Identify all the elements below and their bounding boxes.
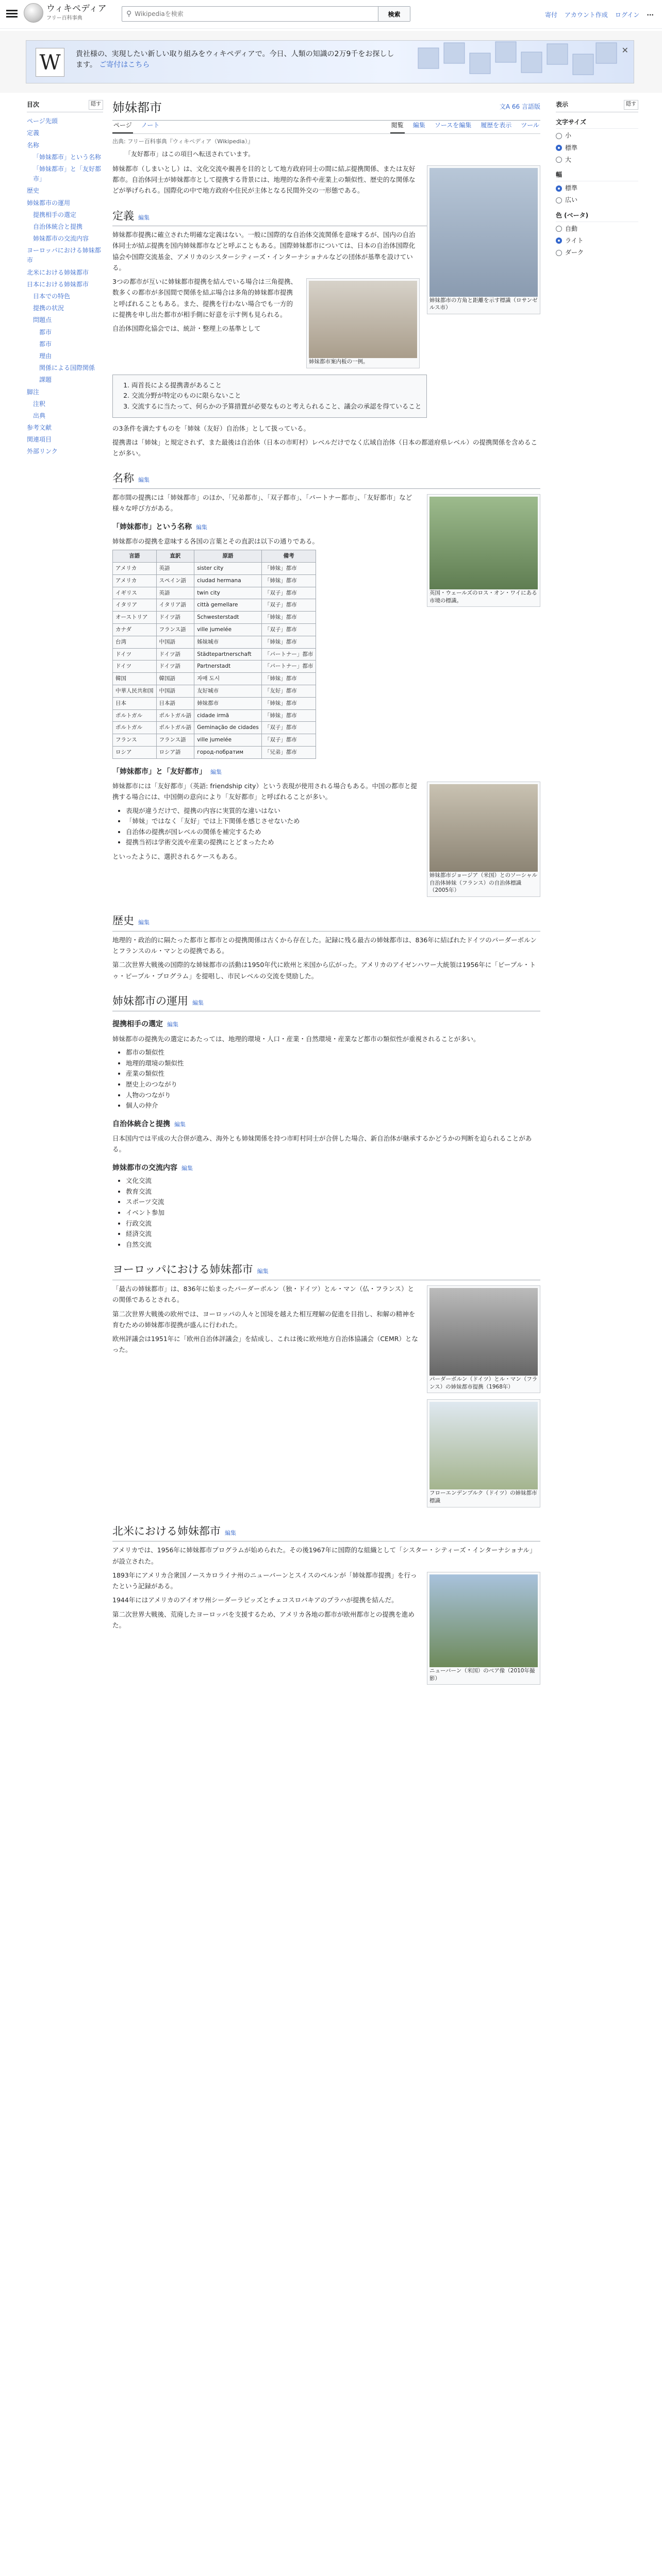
banner-text: 貴社様の、実現したい新しい取り組みをウィキペディアで。今日、人類の知識の2万9千をお探しします。 ご寄付はこちら — [76, 50, 394, 69]
list-item: • 都市の類似性 — [126, 1047, 540, 1058]
puzzle-globe-icon — [408, 38, 624, 85]
table-cell: イタリア — [113, 599, 157, 612]
tab-edit-source[interactable]: ソースを編集 — [434, 121, 472, 129]
figure-1 — [427, 165, 540, 314]
width-standard[interactable]: 標準 — [556, 183, 638, 193]
donation-banner — [0, 31, 662, 93]
table-cell: 姊妹城市 — [194, 636, 262, 648]
edit-link[interactable]: 編集 — [225, 1529, 236, 1536]
radio-icon — [556, 238, 562, 244]
table-cell: オーストリア — [113, 612, 157, 624]
table-cell: ドイツ語 — [156, 648, 194, 660]
subsection-heading: 姉妹都市の交流内容 編集 — [112, 1163, 193, 1172]
toc-item[interactable]: 注釈 — [33, 400, 46, 408]
toc-item[interactable]: 関係による国際関係 — [39, 364, 95, 372]
toc-item[interactable]: 「姉妹都市」という名称 — [33, 153, 102, 161]
tab-tools[interactable]: ツール — [521, 121, 539, 129]
table-header: 言語 — [113, 550, 157, 563]
table-cell: 「姉妹」都市 — [261, 562, 316, 574]
list-item: • イベント参加 — [126, 1208, 540, 1218]
table-cell: 자매 도시 — [194, 673, 262, 685]
table-cell: イギリス — [113, 587, 157, 599]
table-cell: アメリカ — [113, 562, 157, 574]
table-header: 原語 — [194, 550, 262, 563]
figure-6 — [427, 1399, 540, 1507]
table-cell: 「姉妹」都市 — [261, 697, 316, 709]
table-cell: 日本語 — [156, 697, 194, 709]
paragraph: 3つの都市が互いに姉妹都市提携を結んでいる場合は三角提携、数多くの都市が多国間で関係を結ぶ場合は多角的姉妹都市提携と呼ばれることもある。また、提携を行わない場合でも一方的に提携を申し出た都市が相手側に好意を示す例も見られる。 — [112, 278, 297, 318]
edit-link[interactable]: 編集 — [181, 1164, 193, 1172]
paragraph: 自治体国際化協会では、統計・整理上の基準として — [112, 325, 261, 333]
section-heading-operations: 姉妹都市の運用 編集 — [112, 993, 540, 1012]
figure-caption: 姉妹都市ジョージア（米国）とのソーシャル自治体姉妹（フランス）の自治体標識（2005年） — [429, 872, 537, 894]
table-cell: 中国語 — [156, 685, 194, 697]
banner-close-icon[interactable]: ✕ — [621, 45, 628, 55]
login-link[interactable]: ログイン — [615, 11, 640, 19]
edit-link[interactable]: 編集 — [196, 523, 207, 531]
subsection-heading: 「姉妹都市」という名称 編集 — [112, 522, 207, 531]
section-heading-definition: 定義 編集 — [112, 208, 540, 227]
toc-item[interactable]: ヨーロッパにおける姉妹都市 — [27, 247, 101, 264]
paragraph: といったように、選択されるケースもある。 — [112, 853, 241, 861]
table-cell: カナダ — [113, 623, 157, 636]
toc-hide-button[interactable]: 隠す — [89, 100, 103, 110]
table-row — [113, 709, 316, 722]
list-item: 2. 交流分野が特定のものに限らないこと — [131, 391, 421, 401]
subsection-heading: 「姉妹都市」と「友好都市」 編集 — [112, 767, 222, 776]
paragraph: アメリカでは、1956年に姉妹都市プログラムが始められた。その後1967年に国際的な組織として「シスター・シティーズ・インターナショナル」が設立された。 — [112, 1546, 536, 1565]
more-options-icon[interactable]: ··· — [647, 11, 654, 19]
site-header — [0, 0, 662, 29]
toc-item[interactable]: 理由 — [39, 352, 52, 360]
list-item: • 歴史上のつながり — [126, 1079, 540, 1090]
table-cell: 英語 — [156, 562, 194, 574]
table-row — [113, 599, 316, 612]
table-cell: ロシア語 — [156, 746, 194, 758]
page-title: 姉妹都市 文A 66 言語版 — [112, 98, 540, 121]
hatnote: 「友好都市」はこの項目へ転送されています。 — [125, 150, 255, 158]
toc-item[interactable]: 関連項目 — [27, 436, 52, 444]
width-heading: 幅 — [556, 170, 638, 181]
list-item: • 自然交流 — [126, 1240, 540, 1250]
tab-history[interactable]: 履歴を表示 — [481, 121, 512, 129]
text-size-heading: 文字サイズ — [556, 117, 638, 129]
table-cell: Partnerstadt — [194, 660, 262, 673]
paragraph: 第二次世界大戦後の欧州では、ヨーロッパの人々と国境を越えた相互理解の促進を目指し、和解の精神を育むための姉妹都市提携が盛んに行われた。 — [112, 1310, 416, 1329]
table-cell: 「双子」都市 — [261, 599, 316, 612]
edit-link[interactable]: 編集 — [138, 919, 150, 926]
paragraph: 第二次世界大戦後、荒廃したヨーロッパを支援するため、アメリカ各地の都市が欧州都市との提携を進めた。 — [112, 1610, 415, 1629]
color-heading: 色 (ベータ) — [556, 211, 638, 222]
logo-title: ウィキペディア — [46, 4, 107, 14]
figure-caption: フローエンデンブルク（ドイツ）の姉妹都市標識 — [429, 1490, 537, 1504]
table-cell: 韓国 — [113, 673, 157, 685]
toc-item[interactable]: 姉妹都市の運用 — [27, 199, 71, 207]
table-row — [113, 574, 316, 587]
table-cell: ドイツ — [113, 660, 157, 673]
paragraph: 姉妹都市の提携を意味する各国の言葉とその直訳は以下の通りである。 — [112, 537, 319, 545]
table-cell: città gemellare — [194, 599, 262, 612]
list-item: • 人物のつながり — [126, 1090, 540, 1101]
table-row — [113, 623, 316, 636]
list-item: • 提携当初は学術交流や産業の提携にとどまったため — [126, 837, 540, 848]
toc-item[interactable]: ページ先頭 — [27, 117, 58, 125]
radio-icon — [556, 185, 562, 192]
table-cell: 「姉妹」都市 — [261, 673, 316, 685]
table-cell: 友好城市 — [194, 685, 262, 697]
figure-7 — [427, 1572, 540, 1685]
list-item: • 文化交流 — [126, 1176, 540, 1187]
edit-link[interactable]: 編集 — [138, 477, 150, 484]
appearance-heading: 表示 — [556, 101, 569, 108]
color-auto[interactable]: 自動 — [556, 224, 638, 234]
language-selector[interactable]: 文A 66 言語版 — [499, 103, 540, 110]
toc-item[interactable]: 定義 — [27, 129, 40, 137]
search-box — [122, 6, 410, 22]
list-item: • 行政交流 — [126, 1218, 540, 1229]
appearance-panel — [556, 100, 638, 260]
appearance-hide-button[interactable]: 隠す — [624, 100, 638, 110]
table-cell: 「双子」都市 — [261, 587, 316, 599]
figure-image[interactable] — [429, 1288, 538, 1376]
search-icon: ⚲ — [126, 9, 132, 18]
radio-icon — [556, 226, 562, 232]
paragraph: の3条件を満たすものを「姉妹（友好）自治体」として扱っている。 — [112, 424, 310, 432]
table-cell: イタリア語 — [156, 599, 194, 612]
search-input[interactable] — [135, 10, 378, 18]
article-source: 出典: フリー百科事典『ウィキペディア（Wikipedia）』 — [112, 138, 254, 145]
table-row — [113, 722, 316, 734]
table-row — [113, 648, 316, 660]
intro-paragraph: 姉妹都市（しまいとし）は、文化交流や親善を目的として地方政府同士の間に結ぶ提携関係、または友好都市。自治体同士が姉妹都市として提携する背景には、地理的な条件や産業上の類似性、歴史的な関係などが挙げられる。国際化の中で地方政府や住民が主体となる民間外交の一形態である。 — [112, 164, 416, 195]
table-cell: 「パートナー」都市 — [261, 660, 316, 673]
section-heading-europe: ヨーロッパにおける姉妹都市 編集 — [112, 1261, 540, 1280]
table-cell: 「双子」都市 — [261, 734, 316, 747]
figure-image[interactable] — [429, 1574, 538, 1667]
table-of-contents — [27, 100, 103, 458]
table-row — [113, 685, 316, 697]
article — [112, 98, 540, 1689]
list-item: • スポーツ交流 — [126, 1197, 540, 1208]
figure-image[interactable] — [429, 1402, 538, 1489]
figure-4 — [427, 782, 540, 897]
table-cell: 英語 — [156, 587, 194, 599]
logo-subtitle: フリー百科事典 — [46, 15, 82, 22]
table-row — [113, 746, 316, 758]
paragraph: 1944年にはアメリカのアイオワ州シーダーラピッズとチェコスロバキアのプラハが提携を結んだ。 — [112, 1596, 398, 1604]
table-cell: 中国語 — [156, 636, 194, 648]
table-cell: ville jumelée — [194, 623, 262, 636]
table-row — [113, 562, 316, 574]
table-cell: cidade irmã — [194, 709, 262, 722]
table-row — [113, 697, 316, 709]
table-cell: ポルトガル — [113, 722, 157, 734]
paragraph: 姉妹都市提携に確立された明確な定義はない。一般に国際的な自治体交流関係を意味するが、国内の自治体同士が結ぶ提携を国内姉妹都市などと呼ぶこともある。国際姉妹都市については、日本の自治体国際化協会や国際交流基金、アメリカのシスターシティーズ・インターナショナルなどの団体が基準を設けている。 — [112, 231, 416, 272]
figure-image[interactable] — [429, 784, 538, 872]
tab-read[interactable]: 閲覧 — [390, 121, 405, 133]
color-light[interactable]: ライト — [556, 236, 638, 246]
table-header: 備考 — [261, 550, 316, 563]
edit-link[interactable]: 編集 — [192, 999, 204, 1006]
figure-image[interactable] — [429, 168, 538, 297]
toc-item[interactable]: 「姉妹都市」と「友好都市」 — [33, 165, 102, 183]
radio-icon — [556, 133, 562, 139]
list-item: 3. 交流するに当たって、何らかの予算措置が必要なものと考えられること、議会の承認を得ていること — [131, 401, 421, 412]
create-account-link[interactable]: アカウント作成 — [565, 11, 608, 19]
table-cell: Städtepartnerschaft — [194, 648, 262, 660]
table-cell: フランス — [113, 734, 157, 747]
paragraph: 1893年にアメリカ合衆国ノースカロライナ州のニューバーンとスイスのベルンが「姉妹都市提携」を行ったという記録がある。 — [112, 1571, 417, 1590]
user-tools — [545, 10, 654, 20]
table-row — [113, 673, 316, 685]
table-cell: город-побратим — [194, 746, 262, 758]
paragraph: 姉妹都市には「友好都市」（英語: friendship city）という表現が使用される場合もある。中国の都市と提携する場合には、中国側の意向により「友好都市」と呼ばれることが多い。 — [112, 782, 417, 801]
toc-item[interactable]: 都市 — [39, 340, 52, 348]
tab-page[interactable]: ページ — [112, 121, 133, 133]
subsection-heading: 自治体統合と提携 編集 — [112, 1120, 186, 1128]
table-header: 直訳 — [156, 550, 194, 563]
edit-link[interactable]: 編集 — [167, 1021, 178, 1028]
list-item: • 表現が違うだけで、提携の内容に実質的な違いはない — [126, 806, 540, 817]
table-cell: 「双子」都市 — [261, 722, 316, 734]
text-size-large[interactable]: 大 — [556, 155, 638, 165]
section-heading-north-america: 北米における姉妹都市 編集 — [112, 1523, 540, 1542]
text-size-small[interactable]: 小 — [556, 131, 638, 141]
paragraph: 「最古の姉妹都市」は、836年に始まったパーダーボルン（独・ドイツ）とル・マン（仏・フランス）との関係であるとされる。 — [112, 1285, 415, 1304]
table-cell: ville jumelée — [194, 734, 262, 747]
list-item: • 個人の仲介 — [126, 1100, 540, 1111]
wikipedia-globe-icon — [24, 3, 43, 23]
toc-item[interactable]: 参考文献 — [27, 424, 52, 432]
paragraph: 姉妹都市の提携先の選定にあたっては、地理的環境・人口・産業・自然環境・産業など都市の類似性が重視されることが多い。 — [112, 1035, 480, 1043]
table-cell: 「友好」都市 — [261, 685, 316, 697]
table-cell: 「姉妹」都市 — [261, 636, 316, 648]
radio-icon — [556, 197, 562, 204]
table-cell: sister city — [194, 562, 262, 574]
table-cell: ポルトガル — [113, 709, 157, 722]
color-dark[interactable]: ダーク — [556, 248, 638, 258]
table-cell: 「双子」都市 — [261, 623, 316, 636]
figure-caption: パーダーボルン（ドイツ）とル・マン（フランス）の姉妹都市提携（1968年） — [429, 1376, 538, 1390]
list-item: • 自治体の提携が国レベルの関係を補完するため — [126, 827, 540, 838]
toc-heading: 目次 — [27, 101, 40, 108]
table-cell: スペイン語 — [156, 574, 194, 587]
toc-item[interactable]: 都市 — [39, 328, 52, 336]
toc-item[interactable]: 日本における姉妹都市 — [27, 280, 89, 288]
table-row — [113, 734, 316, 747]
width-wide[interactable]: 広い — [556, 195, 638, 205]
toc-item[interactable]: 脚注 — [27, 388, 40, 396]
paragraph: 日本国内では平成の大合併が進み、海外とも姉妹関係を持つ市町村同士が合併した場合、新自治体が継承するかどうかの判断を迫られることがある。 — [112, 1134, 532, 1154]
figure-caption: 姉妹都市案内板の一例。 — [309, 359, 369, 365]
radio-icon — [556, 250, 562, 256]
table-row — [113, 660, 316, 673]
table-cell: ポルトガル語 — [156, 709, 194, 722]
paragraph: 第二次世界大戦後の国際的な姉妹都市の活動は1950年代に欧州と米国から広がった。アメリカのアイゼンハワー大統領は1956年に「ピープル・トゥ・ピープル・プログラム」を提唱し、市民レベルの交流を奨励した。 — [112, 961, 536, 980]
toc-item[interactable]: 自治体統合と提携 — [33, 223, 83, 230]
figure-caption: 姉妹都市の方角と距離を示す標識（ロサンゼルス市） — [429, 297, 538, 311]
toc-item[interactable]: 日本での特色 — [33, 293, 71, 300]
table-cell: 「兄弟」都市 — [261, 746, 316, 758]
banner-wikipedia-icon: W — [36, 48, 64, 77]
toc-item[interactable]: 北米における姉妹都市 — [27, 268, 89, 276]
list-item: • 教育交流 — [126, 1187, 540, 1197]
radio-icon — [556, 145, 562, 151]
radio-icon — [556, 157, 562, 163]
table-cell: Geminação de cidades — [194, 722, 262, 734]
table-cell: ポルトガル語 — [156, 722, 194, 734]
paragraph: 都市間の提携には「姉妹都市」のほか、「兄弟都市」、「双子都市」、「パートナー都市」、「友好都市」など様々な呼び方がある。 — [112, 494, 412, 513]
figure-3 — [427, 494, 540, 607]
toc-item[interactable]: 提携の状況 — [33, 304, 64, 312]
table-cell: 中華人民共和国 — [113, 685, 157, 697]
section-heading-history: 歴史 編集 — [112, 912, 540, 931]
toc-item[interactable]: 出典 — [33, 412, 46, 419]
edit-link[interactable]: 編集 — [138, 214, 150, 221]
text-size-standard[interactable]: 標準 — [556, 143, 638, 153]
list-item: • 産業の類似性 — [126, 1069, 540, 1079]
toc-item[interactable]: 外部リンク — [27, 448, 58, 455]
table-cell: twin city — [194, 587, 262, 599]
toc-item[interactable]: 問題点 — [33, 316, 52, 324]
table-cell: ドイツ語 — [156, 660, 194, 673]
list-item: • 経済交流 — [126, 1229, 540, 1240]
list-item: • 地理的環境の類似性 — [126, 1058, 540, 1069]
banner-donate-link[interactable]: ご寄付はこちら — [99, 61, 150, 69]
tab-talk[interactable]: ノート — [141, 121, 160, 129]
edit-link[interactable]: 編集 — [210, 768, 222, 775]
site-logo[interactable] — [24, 3, 107, 23]
table-cell: 台湾 — [113, 636, 157, 648]
table-cell: 日本 — [113, 697, 157, 709]
paragraph: 地理的・政治的に隔たった都市と都市との提携関係は古くから存在した。記録に残る最古の姉妹都市は、836年に結ばれたドイツのパーダーボルンとフランスのル・マンとの提携である。 — [112, 936, 537, 955]
table-cell: アメリカ — [113, 574, 157, 587]
page-tabs — [112, 121, 540, 134]
figure-image[interactable] — [309, 281, 417, 358]
section-heading-name: 名称 編集 — [112, 470, 540, 489]
table-cell: ドイツ — [113, 648, 157, 660]
name-table — [112, 550, 316, 759]
toc-item[interactable]: 課題 — [39, 376, 52, 384]
table-cell: ドイツ語 — [156, 612, 194, 624]
paragraph: 欧州評議会は1951年に「欧州自治体評議会」を結成し、これは後に欧州地方自治体協議会（CEMR）となった。 — [112, 1335, 418, 1354]
subsection-heading: 提携相手の選定 編集 — [112, 1020, 178, 1029]
table-cell: フランス語 — [156, 623, 194, 636]
figure-image[interactable] — [429, 497, 538, 589]
list-item: 1. 両首長による提携書があること — [131, 380, 421, 391]
table-cell: 韓国語 — [156, 673, 194, 685]
table-cell: ロシア — [113, 746, 157, 758]
table-cell: 「姉妹」都市 — [261, 574, 316, 587]
figure-caption: ニューバーン（米国）のベア像（2010年撮影） — [429, 1667, 535, 1682]
figure-2 — [306, 278, 420, 368]
toc-item[interactable]: 歴史 — [27, 187, 40, 195]
table-row — [113, 612, 316, 624]
figure-caption: 英国・ウェールズのロス・オン・ワイにある市境の標識。 — [429, 590, 537, 604]
paragraph: 提携書は「姉妹」と規定されず、また最後は自治体（日本の市町村）レベルだけでなく広域自治体（日本の都道府県レベル）の提携関係を含めることが多い。 — [112, 438, 538, 457]
table-cell: ciudad hermana — [194, 574, 262, 587]
main-menu-icon[interactable] — [6, 8, 18, 18]
search-button[interactable]: 検索 — [378, 7, 410, 21]
criteria-box — [112, 375, 427, 418]
table-row — [113, 587, 316, 599]
table-cell: フランス語 — [156, 734, 194, 747]
table-cell: 「姉妹」都市 — [261, 612, 316, 624]
toc-item[interactable]: 姉妹都市の交流内容 — [33, 235, 89, 243]
toc-item[interactable]: 提携相手の選定 — [33, 211, 77, 218]
edit-link[interactable]: 編集 — [257, 1268, 269, 1275]
table-cell: 「姉妹」都市 — [261, 709, 316, 722]
table-cell: 姉妹都市 — [194, 697, 262, 709]
table-cell: 「パートナー」都市 — [261, 648, 316, 660]
toc-item[interactable]: 名称 — [27, 141, 40, 149]
figure-5 — [427, 1285, 540, 1393]
table-row — [113, 636, 316, 648]
edit-link[interactable]: 編集 — [174, 1121, 186, 1128]
table-cell: Schwesterstadt — [194, 612, 262, 624]
tab-edit[interactable]: 編集 — [412, 121, 425, 129]
list-item: • 「姉妹」ではなく「友好」では上下関係を感じさせないため — [126, 816, 540, 827]
donate-link[interactable]: 寄付 — [545, 11, 558, 19]
